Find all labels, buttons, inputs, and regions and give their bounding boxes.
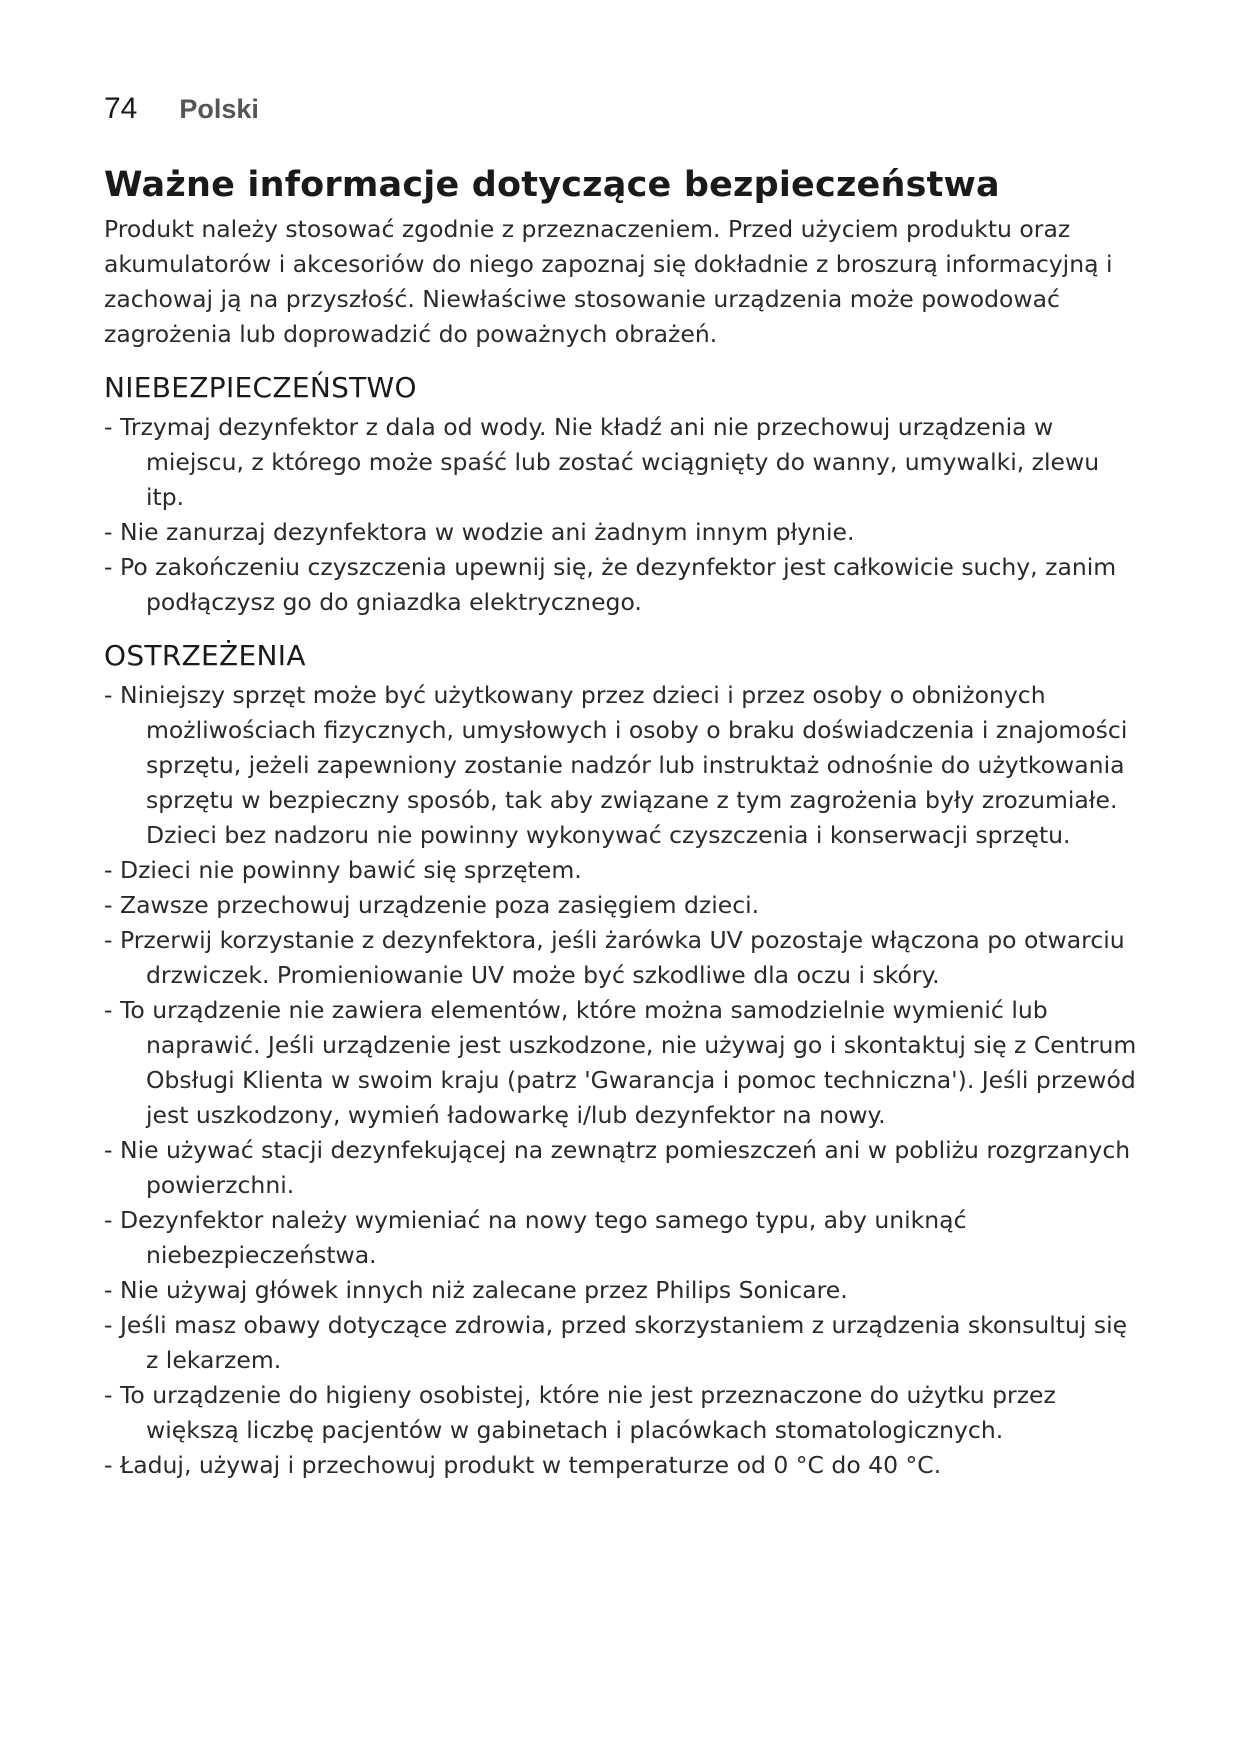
list-item: - Nie zanurzaj dezynfektora w wodzie ani żadnym innym płynie. xyxy=(104,518,855,546)
list-item-text: Dzieci nie powinny bawić się sprzętem. xyxy=(120,856,582,884)
list-item-text: To urządzenie nie zawiera elementów, które można samodzielnie wymienić lub naprawić. Jeśli urządzenie jest uszkodzone, nie używaj go i skontaktuj się z Centrum Obsługi Klienta w swoim kraju (patrz 'Gwarancja i pomoc techniczna'). Jeśli przewód jest uszkodzony, wymień ładowarkę i/lub dezynfektor na nowy. xyxy=(120,996,1137,1129)
list-item: - Trzymaj dezynfektor z dala od wody. Nie kładź ani nie przechowuj urządzenia w miejscu, z którego może spaść lub zostać wciągnięty do wanny, umywalki, zlewu itp. xyxy=(104,413,1100,511)
list-item-text: To urządzenie do higieny osobistej, które nie jest przeznaczone do użytku przez większą liczbę pacjentów w gabinetach i placówkach stomatologicznych. xyxy=(120,1381,1056,1444)
warnings-heading: OSTRZEŻENIA xyxy=(104,639,306,672)
list-item-text: Nie używać stacji dezynfekującej na zewnątrz pomieszczeń ani w pobliżu rozgrzanych powierzchni. xyxy=(120,1136,1131,1199)
danger-heading: NIEBEZPIECZEŃSTWO xyxy=(104,371,417,404)
list-item-text: Niniejszy sprzęt może być użytkowany przez dzieci i przez osoby o obniżonych możliwościach fizycznych, umysłowych i osoby o braku doświadczenia i znajomości sprzętu, jeżeli zapewniony zostanie nadzór lub instruktaż odnośnie do użytkowania sprzętu w bezpieczny sposób, tak aby związane z tym zagrożenia były zrozumiałe. Dzieci bez nadzoru nie powinny wykonywać czyszczenia i konserwacji sprzętu. xyxy=(120,681,1128,849)
danger-list xyxy=(104,410,1144,620)
warnings-section xyxy=(104,634,1144,1483)
document-page xyxy=(104,92,1144,1483)
list-item: - To urządzenie nie zawiera elementów, które można samodzielnie wymienić lub naprawić. Jeśli urządzenie jest uszkodzone, nie używaj go i skontaktuj się z Centrum Obsługi Klienta w swoim kraju (patrz 'Gwarancja i pomoc techniczna'). Jeśli przewód jest uszkodzony, wymień ładowarkę i/lub dezynfektor na nowy. xyxy=(104,996,1137,1129)
list-item: - Nie używać stacji dezynfekującej na zewnątrz pomieszczeń ani w pobliżu rozgrzanych powierzchni. xyxy=(104,1136,1131,1199)
list-item-text: Ładuj, używaj i przechowuj produkt w temperaturze od 0 °C do 40 °C. xyxy=(120,1451,942,1479)
danger-section xyxy=(104,366,1144,620)
page-number: 74 xyxy=(104,92,138,125)
warnings-list xyxy=(104,678,1144,1483)
list-item-text: Jeśli masz obawy dotyczące zdrowia, przed skorzystaniem z urządzenia skonsultuj się z lekarzem. xyxy=(120,1311,1128,1374)
list-item-text: Zawsze przechowuj urządzenie poza zasięgiem dzieci. xyxy=(120,891,760,919)
language-label: Polski xyxy=(179,94,259,124)
intro-paragraph: Produkt należy stosować zgodnie z przeznaczeniem. Przed użyciem produktu oraz akumulatorów i akcesoriów do niego zapoznaj się dokładnie z broszurą informacyjną i zachowaj ją na przyszłość. Niewłaściwe stosowanie urządzenia może powodować zagrożenia lub doprowadzić do poważnych obrażeń. xyxy=(104,215,1113,348)
list-item-text: Przerwij korzystanie z dezynfektora, jeśli żarówka UV pozostaje włączona po otwarciu drzwiczek. Promieniowanie UV może być szkodliwe dla oczu i skóry. xyxy=(120,926,1125,989)
list-item: - Dezynfektor należy wymieniać na nowy tego samego typu, aby uniknąć niebezpieczeństwa. xyxy=(104,1206,967,1269)
list-item-text: Nie używaj główek innych niż zalecane przez Philips Sonicare. xyxy=(120,1276,848,1304)
list-item-text: Nie zanurzaj dezynfektora w wodzie ani żadnym innym płynie. xyxy=(120,518,855,546)
list-item: - Nie używaj główek innych niż zalecane przez Philips Sonicare. xyxy=(104,1276,848,1304)
page-title: Ważne informacje dotyczące bezpieczeństwa xyxy=(104,165,1000,205)
list-item: - Ładuj, używaj i przechowuj produkt w temperaturze od 0 °C do 40 °C. xyxy=(104,1451,942,1479)
list-item: - Po zakończeniu czyszczenia upewnij się, że dezynfektor jest całkowicie suchy, zanim podłączysz go do gniazdka elektrycznego. xyxy=(104,553,1117,616)
list-item-text: Trzymaj dezynfektor z dala od wody. Nie kładź ani nie przechowuj urządzenia w miejscu, z którego może spaść lub zostać wciągnięty do wanny, umywalki, zlewu itp. xyxy=(120,413,1100,511)
list-item: - Zawsze przechowuj urządzenie poza zasięgiem dzieci. xyxy=(104,891,760,919)
list-item-text: Dezynfektor należy wymieniać na nowy tego samego typu, aby uniknąć niebezpieczeństwa. xyxy=(120,1206,967,1269)
list-item: - Jeśli masz obawy dotyczące zdrowia, przed skorzystaniem z urządzenia skonsultuj się z lekarzem. xyxy=(104,1311,1128,1374)
page-header xyxy=(104,92,1144,138)
list-item: - To urządzenie do higieny osobistej, które nie jest przeznaczone do użytku przez większą liczbę pacjentów w gabinetach i placówkach stomatologicznych. xyxy=(104,1381,1056,1444)
list-item-text: Po zakończeniu czyszczenia upewnij się, że dezynfektor jest całkowicie suchy, zanim podłączysz go do gniazdka elektrycznego. xyxy=(120,553,1117,616)
list-item: - Niniejszy sprzęt może być użytkowany przez dzieci i przez osoby o obniżonych możliwościach fizycznych, umysłowych i osoby o braku doświadczenia i znajomości sprzętu, jeżeli zapewniony zostanie nadzór lub instruktaż odnośnie do użytkowania sprzętu w bezpieczny sposób, tak aby związane z tym zagrożenia były zrozumiałe. Dzieci bez nadzoru nie powinny wykonywać czyszczenia i konserwacji sprzętu. xyxy=(104,681,1128,849)
list-item: - Przerwij korzystanie z dezynfektora, jeśli żarówka UV pozostaje włączona po otwarciu drzwiczek. Promieniowanie UV może być szkodliwe dla oczu i skóry. xyxy=(104,926,1125,989)
list-item: - Dzieci nie powinny bawić się sprzętem. xyxy=(104,856,582,884)
